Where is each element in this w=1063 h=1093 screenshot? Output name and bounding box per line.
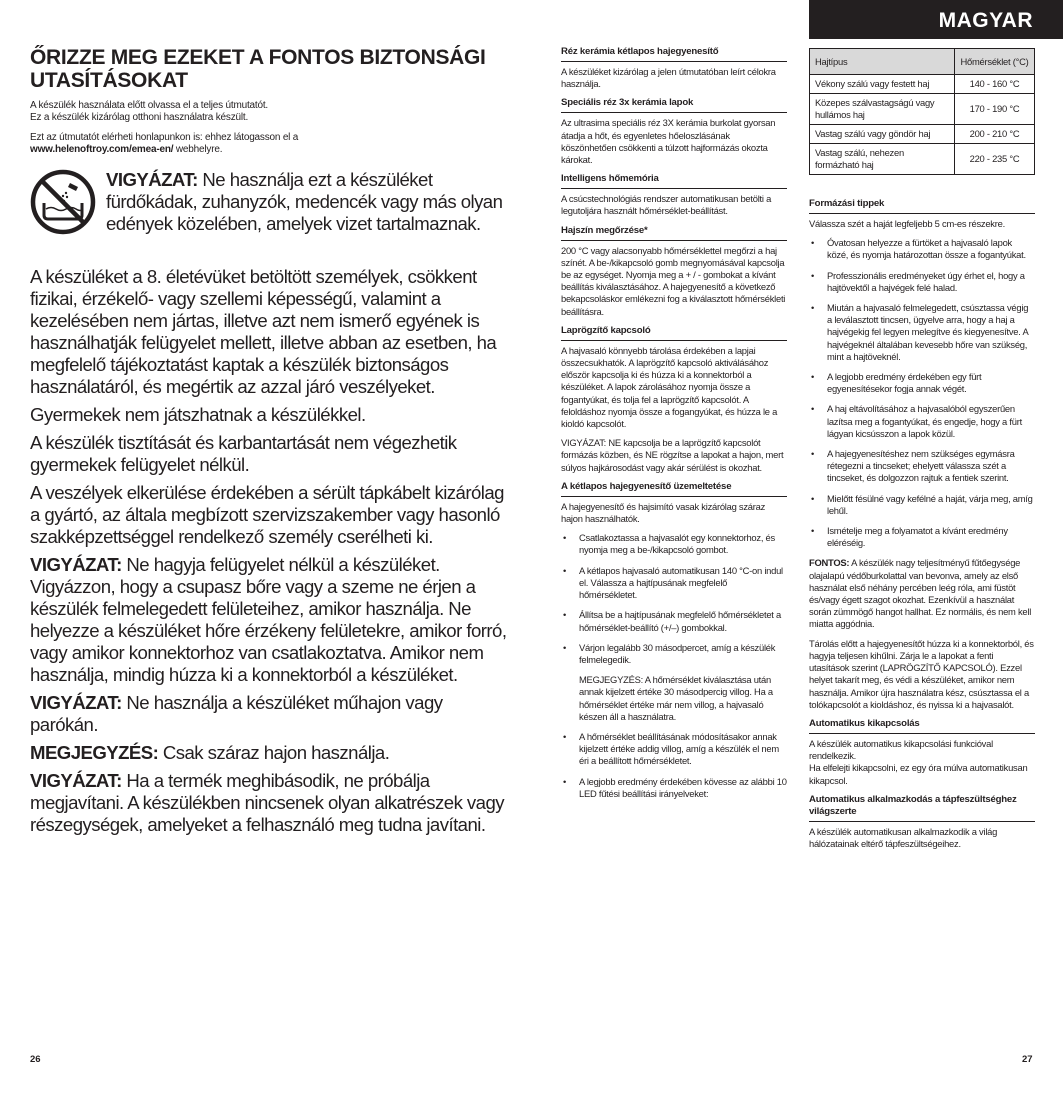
table-row xyxy=(810,94,1035,125)
section-text: 200 °C vagy alacsonyabb hőmérséklettel megőrzi a haj színét. A be-/kikapcsoló gomb megnyomásával kapcsolja be az egységet. Nyomja meg a + / - gombokat a kívánt beállítás kiválasztásához. A hajegyenesítő a következő bekapcsoláskor emlékezni fog a kiválasztott hőmérsékleti beállításra. xyxy=(561,244,786,317)
warning-text: Ne hagyja felügyelet nélkül a készüléket. Vigyázzon, hogy a csupasz bőre vagy a szeme ne érjen a készülék felmelegedett felületeihez, amikor használja. Ne helyezze a készüléket hőre érzékeny felületekre, amikor forró, vagy amikor konnektorhoz van csatlakoztatva. Amikor nem használja, mindig húzza ki a konnektorból a készüléket. xyxy=(30,554,507,685)
list-item: • A legjobb eredmény érdekében kövesse az alábbi 10 LED fűtési beállítási irányelveket: xyxy=(561,776,787,800)
page-number-left: 26 xyxy=(30,1054,41,1065)
section-heading: Laprögzítő kapcsoló xyxy=(561,325,787,341)
middle-column xyxy=(561,46,787,808)
intro-text xyxy=(30,100,510,156)
list-item: • Óvatosan helyezze a fürtöket a hajvasaló lapok közé, és nyomja határozottan össze a fogantyúkat. xyxy=(809,237,1035,261)
warning-label: VIGYÁZAT: xyxy=(106,169,198,190)
hair-temperature-table xyxy=(809,48,1035,175)
intro-line-2: Ez a készülék kizárólag otthoni használatra készült. xyxy=(30,112,249,123)
list-item xyxy=(561,642,787,723)
list-item: • A hőmérséklet beállításának módosításakor annak kijelzett értéke addig villog, amíg a készülék el nem éri a beállított hőmérsékletet. xyxy=(561,731,787,768)
note-label: MEGJEGYZÉS: xyxy=(30,742,159,763)
table-row xyxy=(810,144,1035,175)
operation-steps xyxy=(561,532,787,800)
table-cell: Közepes szálvastagságú vagy hullámos haj xyxy=(810,94,955,125)
auto-off-line-2: Ha elfelejti kikapcsolni, ez egy óra múlva automatikusan kikapcsol. xyxy=(809,762,1028,786)
table-cell: Vastag szálú vagy göndör haj xyxy=(810,125,955,144)
warning-wig xyxy=(30,692,510,736)
language-banner: MAGYAR xyxy=(809,0,1063,39)
note-dry-hair xyxy=(30,742,510,764)
right-column xyxy=(809,198,1035,857)
section-heading: Automatikus kikapcsolás xyxy=(809,718,1035,734)
section-text xyxy=(809,738,1035,787)
warning-text: Ha a termék meghibásodik, ne próbálja megjavítani. A készülékben nincsenek olyan alkatrészek vagy részegységek, amelyeket a felhasználó meg tudna javítani. xyxy=(30,770,505,835)
list-item: • Mielőtt fésülné vagy kefélné a haját, várja meg, amíg lehűl. xyxy=(809,493,1035,517)
section-text: Válassza szét a haját legfeljebb 5 cm-es részekre. xyxy=(809,218,1005,229)
table-cell: Vastag szálú, nehezen formázható haj xyxy=(810,144,955,175)
section-heading: Automatikus alkalmazkodás a tápfeszültséghez világszerte xyxy=(809,794,1035,822)
warning-text: Ne használja a készüléket műhajon vagy parókán. xyxy=(30,692,443,735)
intro-line-3: Ezt az útmutatót elérheti honlapunkon is: ehhez látogasson el a xyxy=(30,132,299,143)
auto-off-line-1: A készülék automatikus kikapcsolási funkcióval rendelkezik. xyxy=(809,737,993,762)
section-text: Tárolás előtt a hajegyenesítőt húzza ki a konnektorból, és hagyja teljesen kihűlni. Zárja le a lapokat a fenti utasítások szerint (LAPRÖGZÍTŐ KAPCSOLÓ). Ezzel helyet takarít meg, és védi a készüléket, amikor nem használja. Amikor újra használatra kész, csúsztassa el a tolókapcsolót a kioldáshoz, és nyissa ki a hajvasalót. xyxy=(809,637,1034,710)
table-header: Hajtípus xyxy=(810,49,955,75)
section-text: A készülék automatikusan alkalmazkodik a világ hálózatainak eltérő tápfeszültségeihez. xyxy=(809,825,998,849)
website-link[interactable]: www.helenoftroy.com/emea-en/ xyxy=(30,144,174,155)
section-text: Az ultrasima speciális réz 3X kerámia burkolat gyorsan átadja a hőt, és egyenletes hőeloszlásának köszönhetően csökkenti a túlzott hajformázás okozta károkat. xyxy=(561,117,776,166)
table-cell: 200 - 210 °C xyxy=(955,125,1035,144)
table-cell: 140 - 160 °C xyxy=(955,75,1035,94)
section-warning: VIGYÁZAT: NE kapcsolja be a laprögzítő kapcsolót formázás közben, és NE rögzítse a lapokat a hajon, mert súlyos hajkárosodást vagy akár sérülést is okozhat. xyxy=(561,437,784,473)
list-item: • Csatlakoztassa a hajvasalót egy konnektorhoz, és nyomja meg a be-/kikapcsoló gombot. xyxy=(561,532,787,556)
list-item: • Miután a hajvasaló felmelegedett, csúsztassa végig a leválasztott tincsen, ügyelve arra, hogy a haj a hajvégekig fel legyen melegítve és kiegyenesítve. A hajvégeknél általában kevesebb hőre van szükség, mint a hajtöveknél. xyxy=(809,302,1035,363)
table-header: Hőmérséklet (°C) xyxy=(955,49,1035,75)
list-item: • A kétlapos hajvasaló automatikusan 140 °C-on indul el. Válassza a hajtípusának megfelelő hőmérsékletet. xyxy=(561,565,787,602)
safety-paragraph: Gyermekek nem játszhatnak a készülékkel. xyxy=(30,404,366,425)
list-item: • A haj eltávolításához a hajvasalóból egyszerűen lazítsa meg a fogantyúkat, és engedje, hogy a fürt lágyan kicsússzon a lapok közül. xyxy=(809,403,1035,440)
list-item: • A legjobb eredmény érdekében egy fürt egyenesítésekor fogja annak végét. xyxy=(809,371,1035,395)
left-column xyxy=(30,46,510,835)
safety-paragraphs xyxy=(30,266,510,842)
page-title: ŐRIZZE MEG EZEKET A FONTOS BIZTONSÁGI UTASÍTÁSOKAT xyxy=(30,46,486,92)
list-item-text: Várjon legalább 30 másodpercet, amíg a készülék felmelegedik. xyxy=(579,641,776,665)
section-text: A készüléket kizárólag a jelen útmutatóban leírt célokra használja. xyxy=(561,66,776,90)
important-note xyxy=(809,557,1035,630)
warning-label: VIGYÁZAT: xyxy=(30,770,122,791)
warning-repair xyxy=(30,770,510,836)
warning-label: VIGYÁZAT: xyxy=(30,554,122,575)
list-item: • Professzionális eredményeket úgy érhet el, hogy a hajtövektől a hajvégek felé halad. xyxy=(809,270,1035,294)
table-cell: 170 - 190 °C xyxy=(955,94,1035,125)
safety-paragraph: A készülék tisztítását és karbantartását nem végezhetik gyermekek felügyelet nélkül. xyxy=(30,432,457,475)
section-heading: Réz kerámia kétlapos hajegyenesítő xyxy=(561,46,787,62)
important-label: FONTOS: xyxy=(809,557,850,569)
list-item: • A hajegyenesítéshez nem szükséges egymásra rétegezni a tincseket; ehelyett válassza szét a tincseket, és dolgozzon rajtuk a fentiek szerint. xyxy=(809,448,1035,485)
list-item-note: MEGJEGYZÉS: A hőmérséklet kiválasztása után annak kijelzett értéke 30 másodpercig villog. Ha a hőmérséklet értéke már nem villog, a hajvasaló készen áll a használatra. xyxy=(579,674,773,722)
table-header-row xyxy=(810,49,1035,75)
section-heading: Intelligens hőmemória xyxy=(561,173,787,189)
section-heading: Speciális réz 3x kerámia lapok xyxy=(561,97,787,113)
warning-unattended xyxy=(30,554,510,686)
section-heading: Hajszín megőrzése* xyxy=(561,225,787,241)
intro-line-1: A készülék használata előtt olvassa el a teljes útmutatót. xyxy=(30,100,268,111)
important-text: A készülék nagy teljesítményű fűtőegysége olajalapú védőburkolattal van bevonva, amely az első használat első néhány percében leég róla, ami füstöt és/vagy égett szagot okozhat. Ezenkívül a használat során zümmögő hangot hallhat. Ez normális, és nem kell miatta aggódnia. xyxy=(809,557,1032,630)
table-row xyxy=(810,125,1035,144)
page-number-right: 27 xyxy=(1022,1054,1033,1065)
intro-url-suffix: webhelyre. xyxy=(173,144,223,155)
section-text: A hajegyenesítő és hajsimító vasak kizárólag száraz hajon használhatók. xyxy=(561,500,766,525)
section-text: A csúcstechnológiás rendszer automatikusan betölti a legutoljára használt hőmérséklet-beállítást. xyxy=(561,193,772,217)
list-item: • Állítsa be a hajtípusának megfelelő hőmérsékletet a hőmérséklet-beállító (+/–) gombokkal. xyxy=(561,609,787,633)
table-row xyxy=(810,75,1035,94)
warning-label: VIGYÁZAT: xyxy=(30,692,122,713)
table-cell: 220 - 235 °C xyxy=(955,144,1035,175)
table-cell: Vékony szálú vagy festett haj xyxy=(810,75,955,94)
section-text: A hajvasaló könnyebb tárolása érdekében a lapjai összecsukhatók. A laprögzítő kapcsoló aktiválásához először kapcsolja ki és húzza ki a konnektorból a készüléket. A lapok zárolásához nyomja össze a fogantyúkat, és tolja fel a laprögzítő kapcsolót. A feloldáshoz nyomja össze a fogangyúkat, és húzza le a kioldó kapcsolót. xyxy=(561,344,778,430)
safety-paragraph: A készüléket a 8. életévüket betöltött személyek, csökkent fizikai, érzékelő- vagy szellemi képességű, valamint a kezelésében nem jártas, illetve azt nem ismerő egyének is használhatják felügyelet mellett, illetve abban az esetben, ha megfelelő tájékoztatást kaptak a készülék biztonságos használatáról, és megértik az azzal járó veszélyeket. xyxy=(30,266,497,397)
warning-bath xyxy=(30,169,510,241)
styling-tips xyxy=(809,237,1035,549)
safety-paragraph: A veszélyek elkerülése érdekében a sérült tápkábelt kizárólag a gyártó, az általa megbízott szervizszakember vagy hasonló szakképzettséggel rendelkező személy cserélheti ki. xyxy=(30,482,504,547)
warning-text: Ne használja ezt a készüléket fürdőkádak, zuhanyzók, medencék vagy más olyan edények közelében, amelyek vizet tartalmaznak. xyxy=(106,169,503,234)
list-item: • Ismételje meg a folyamatot a kívánt eredmény eléréséig. xyxy=(809,525,1035,549)
section-heading: Formázási tippek xyxy=(809,198,1035,214)
note-text: Csak száraz hajon használja. xyxy=(158,742,390,763)
section-heading: A kétlapos hajegyenesítő üzemeltetése xyxy=(561,481,787,497)
